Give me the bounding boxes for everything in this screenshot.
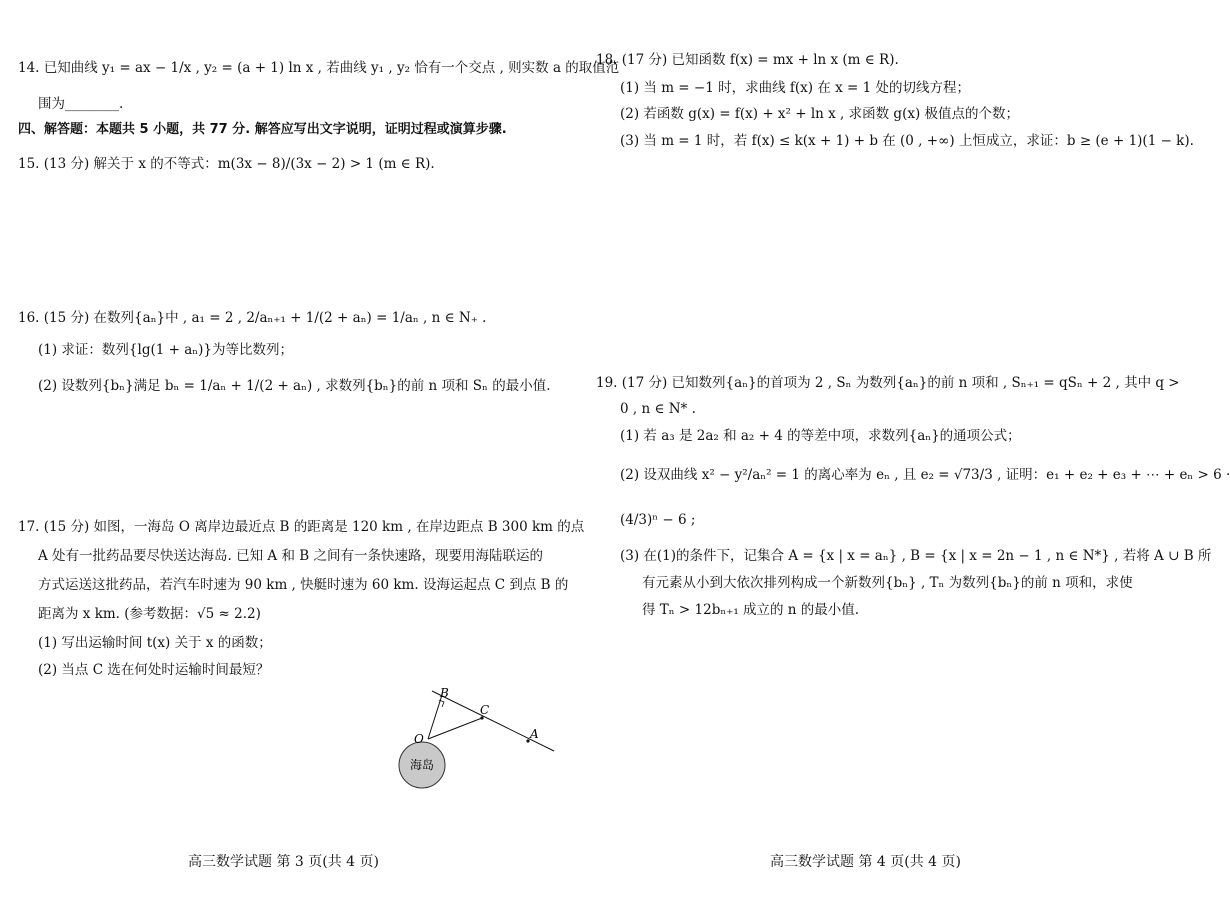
q17-line1: 17. (15 分) 如图，一海岛 O 离岸边最近点 B 的距离是 120 km , 在岸边距点 B 300 km 的点	[18, 519, 585, 535]
q17-part1: (1) 写出运输时间 t(x) 关于 x 的函数；	[38, 635, 272, 651]
label-c: C	[480, 703, 490, 717]
q18-part3: (3) 当 m = 1 时，若 f(x) ≤ k(x + 1) + b 在 (0 , +∞) 上恒成立，求证：b ≥ (e + 1)(1 − k).	[620, 133, 1194, 149]
page-footer-left: 高三数学试题 第 3 页(共 4 页)	[188, 854, 379, 870]
island-label: 海岛	[410, 758, 435, 772]
q16-part2: (2) 设数列{bₙ}满足 bₙ = 1/aₙ + 1/(2 + aₙ) , 求数列{bₙ}的前 n 项和 Sₙ 的最小值.	[38, 378, 551, 394]
q16-stem: 16. (15 分) 在数列{aₙ}中 , a₁ = 2 , 2/aₙ₊₁ + 1/(2 + aₙ) = 1/aₙ , n ∈ N₊ .	[18, 310, 487, 326]
q17-line2: A 处有一批药品要尽快送达海岛. 已知 A 和 B 之间有一条快速路，现要用海陆联运的	[38, 548, 543, 564]
section-heading: 四、解答题：本题共 5 小题，共 77 分. 解答应写出文字说明，证明过程或演算步骤.	[18, 122, 507, 137]
q19-line2: 0 , n ∈ N* .	[620, 401, 696, 417]
island-figure	[394, 683, 564, 795]
q16-part1: (1) 求证：数列{lg(1 + aₙ)}为等比数列；	[38, 342, 293, 358]
q19-part3-line3: 得 Tₙ > 12bₙ₊₁ 成立的 n 的最小值.	[642, 602, 860, 618]
coast-line	[432, 691, 554, 751]
q14-line1: 14. 已知曲线 y₁ = ax − 1/x , y₂ = (a + 1) ln x , 若曲线 y₁ , y₂ 恰有一个交点 , 则实数 a 的取值范	[18, 60, 620, 76]
q19-part2-line1: (2) 设双曲线 x² − y²/aₙ² = 1 的离心率为 eₙ , 且 e₂ = √73/3 , 证明：e₁ + e₂ + e₃ + ⋯ + eₙ > 6 ·	[620, 467, 1230, 483]
q19-part3-line2: 有元素从小到大依次排列构成一个新数列{bₙ} , Tₙ 为数列{bₙ}的前 n 项和，求使	[642, 575, 1133, 591]
label-a: A	[530, 727, 539, 741]
label-o: O	[414, 732, 424, 746]
q17-line3: 方式运送这批药品，若汽车时速为 90 km , 快艇时速为 60 km. 设海运起点 C 到点 B 的	[38, 577, 569, 593]
q18-stem: 18. (17 分) 已知函数 f(x) = mx + ln x (m ∈ R).	[596, 52, 899, 68]
segment-ob	[428, 695, 442, 739]
q19-part3-line1: (3) 在(1)的条件下，记集合 A = {x | x = aₙ} , B = {x | x = 2n − 1 , n ∈ N*} , 若将 A ∪ B 所	[620, 548, 1212, 564]
label-b: B	[440, 686, 449, 700]
q17-part2: (2) 当点 C 选在何处时运输时间最短？	[38, 662, 270, 678]
q17-line4: 距离为 x km. (参考数据：√5 ≈ 2.2)	[38, 606, 261, 622]
page-footer-right: 高三数学试题 第 4 页(共 4 页)	[770, 854, 961, 870]
segment-oc	[428, 718, 482, 739]
q19-part1: (1) 若 a₃ 是 2a₂ 和 a₂ + 4 的等差中项，求数列{aₙ}的通项公式；	[620, 428, 1021, 444]
q19-part2-line2: (4/3)ⁿ − 6 ;	[620, 512, 696, 528]
q19-line1: 19. (17 分) 已知数列{aₙ}的首项为 2 , Sₙ 为数列{aₙ}的前 n 项和 , Sₙ₊₁ = qSₙ + 2 , 其中 q >	[596, 375, 1180, 391]
q15-text: 15. (13 分) 解关于 x 的不等式：m(3x − 8)/(3x − 2) > 1 (m ∈ R).	[18, 156, 435, 172]
q18-part2: (2) 若函数 g(x) = f(x) + x² + ln x , 求函数 g(x) 极值点的个数；	[620, 106, 1020, 122]
q14-line2: 围为________.	[38, 96, 124, 112]
q18-part1: (1) 当 m = −1 时，求曲线 f(x) 在 x = 1 处的切线方程；	[620, 80, 970, 96]
